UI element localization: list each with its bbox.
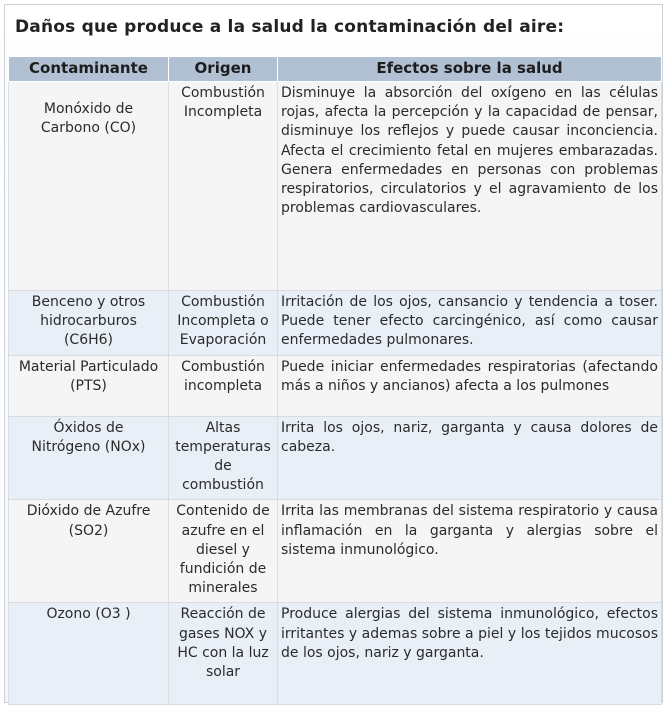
cell-contaminante: Monóxido de Carbono (CO) [9, 82, 169, 291]
health-effects-table [8, 56, 662, 705]
cell-origen: Reacción de gases NOX y HC con la luz solar [169, 603, 278, 705]
cell-origen: Contenido de azufre en el diesel y fundición de minerales [169, 500, 278, 603]
content-panel [4, 4, 663, 703]
table-row [9, 603, 662, 705]
table-row [9, 355, 662, 416]
cell-contaminante: Benceno y otros hidrocarburos (C6H6) [9, 291, 169, 356]
cell-efectos: Produce alergias del sistema inmunológico, efectos irritantes y ademas sobre a piel y los tejidos mucosos de los ojos, nariz y garganta. [278, 603, 662, 705]
cell-efectos: Disminuye la absorción del oxígeno en las células rojas, afecta la percepción y la capacidad de pensar, disminuye los reflejos y puede causar inconciencia. Afecta el crecimiento fetal en mujeres embarazadas. Genera enfermedades en personas con problemas respiratorios, circulatorios y el agravamiento de los problemas cardiovasculares. [278, 82, 662, 291]
cell-efectos: Irrita las membranas del sistema respiratorio y causa inflamación en la garganta y alergias sobre el sistema inmunológico. [278, 500, 662, 603]
header-origen: Origen [169, 57, 278, 82]
cell-contaminante: Ozono (O3 ) [9, 603, 169, 705]
cell-origen: Altas temperaturas de combustión [169, 416, 278, 500]
cell-contaminante: Óxidos de Nitrógeno (NOx) [9, 416, 169, 500]
cell-contaminante: Material Particulado (PTS) [9, 355, 169, 416]
cell-origen: Combustión Incompleta o Evaporación [169, 291, 278, 356]
cell-efectos: Puede iniciar enfermedades respiratorias (afectando más a niños y ancianos) afecta a los pulmones [278, 355, 662, 416]
table-row [9, 500, 662, 603]
table-row [9, 82, 662, 291]
page-title: Daños que produce a la salud la contaminación del aire: [15, 17, 565, 37]
cell-origen: Combustión Incompleta [169, 82, 278, 291]
table-row [9, 416, 662, 500]
table-header-row [9, 57, 662, 82]
cell-origen: Combustión incompleta [169, 355, 278, 416]
header-contaminante: Contaminante [9, 57, 169, 82]
table-row [9, 291, 662, 356]
cell-contaminante: Dióxido de Azufre (SO2) [9, 500, 169, 603]
header-efectos: Efectos sobre la salud [278, 57, 662, 82]
cell-efectos: Irrita los ojos, nariz, garganta y causa dolores de cabeza. [278, 416, 662, 500]
cell-efectos: Irritación de los ojos, cansancio y tendencia a toser. Puede tener efecto carcingénico, así como causar enfermedades pulmonares. [278, 291, 662, 356]
